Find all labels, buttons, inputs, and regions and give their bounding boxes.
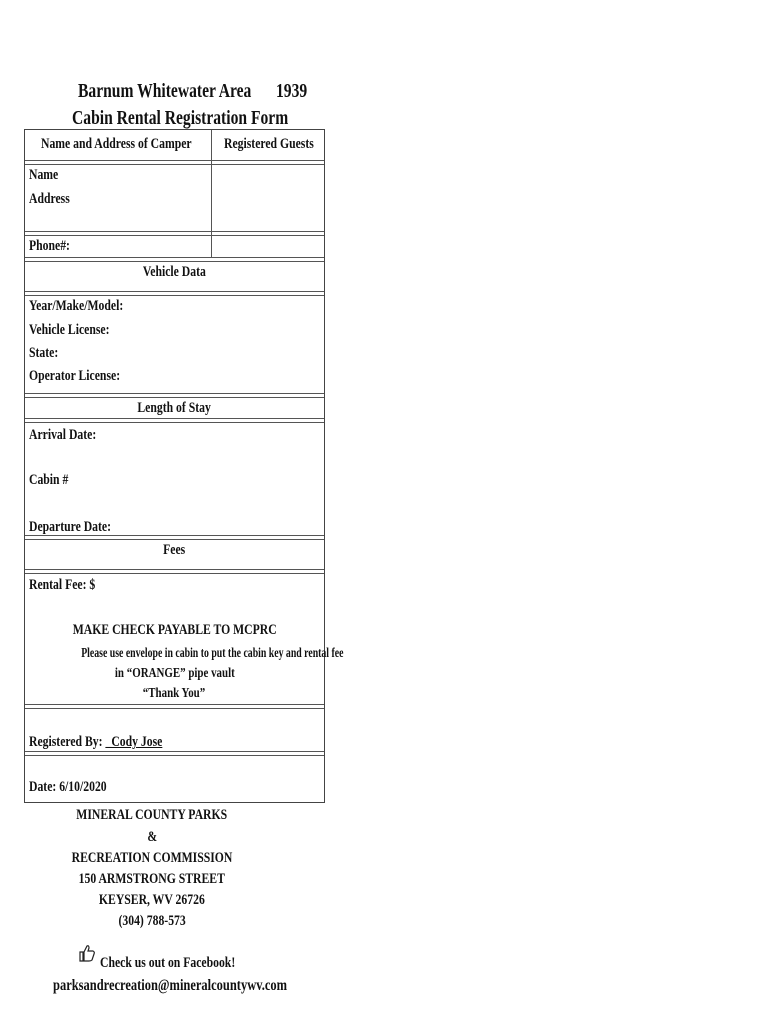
rental-fee-label: Rental Fee: $	[29, 577, 96, 593]
name-label: Name	[29, 167, 59, 183]
registered-by-value: _Cody Jose	[105, 734, 163, 750]
street-address: 150 ARMSTRONG STREET	[78, 871, 226, 887]
divider	[25, 704, 324, 709]
length-of-stay-heading: Length of Stay	[137, 400, 212, 416]
arrival-date-label: Arrival Date:	[29, 427, 97, 443]
form-title: Barnum Whitewater Area	[78, 80, 252, 102]
thumbs-up-icon	[78, 943, 96, 968]
divider	[25, 535, 324, 540]
contact-email[interactable]: parksandrecreation@mineralcountywv.com	[52, 977, 288, 994]
ampersand: &	[147, 829, 157, 845]
divider	[25, 257, 324, 262]
divider	[25, 231, 324, 236]
thank-you-text: “Thank You”	[143, 686, 206, 701]
departure-date-label: Departure Date:	[29, 519, 111, 535]
registered-guests-header: Registered Guests	[224, 136, 314, 152]
year-make-model-label: Year/Make/Model:	[29, 298, 124, 314]
form-subtitle: Cabin Rental Registration Form	[72, 107, 289, 129]
instructions-line-2: in “ORANGE” pipe vault	[114, 666, 235, 681]
registered-by-label: Registered By:	[29, 734, 106, 750]
phone-number: (304) 788-573	[118, 913, 186, 929]
cabin-number-label: Cabin #	[29, 472, 69, 488]
divider	[25, 751, 324, 756]
divider	[25, 418, 324, 423]
divider	[25, 160, 324, 165]
address-label: Address	[29, 191, 70, 207]
vehicle-license-label: Vehicle License:	[29, 322, 110, 338]
registered-by-line	[29, 733, 200, 751]
state-label: State:	[29, 345, 59, 361]
city-state-zip: KEYSER, WV 26726	[99, 892, 205, 908]
divider	[25, 569, 324, 574]
form-year: 1939	[276, 80, 308, 102]
phone-label: Phone#:	[29, 238, 70, 254]
org-name-line-1: MINERAL COUNTY PARKS	[76, 807, 228, 823]
registration-form	[24, 129, 344, 803]
check-payable-text: MAKE CHECK PAYABLE TO MCPRC	[72, 622, 277, 638]
operator-license-label: Operator License:	[29, 368, 121, 384]
date-label: Date: 6/10/2020	[29, 779, 107, 795]
vehicle-data-heading: Vehicle Data	[143, 264, 206, 280]
instructions-line-1: Please use envelope in cabin to put the cabin key and rental fee	[81, 646, 344, 661]
divider	[25, 393, 324, 398]
divider	[25, 291, 324, 296]
name-address-header: Name and Address of Camper	[41, 136, 192, 152]
facebook-text: Check us out on Facebook!	[100, 955, 236, 971]
fees-heading: Fees	[163, 542, 186, 558]
org-name-line-2: RECREATION COMMISSION	[71, 850, 233, 866]
